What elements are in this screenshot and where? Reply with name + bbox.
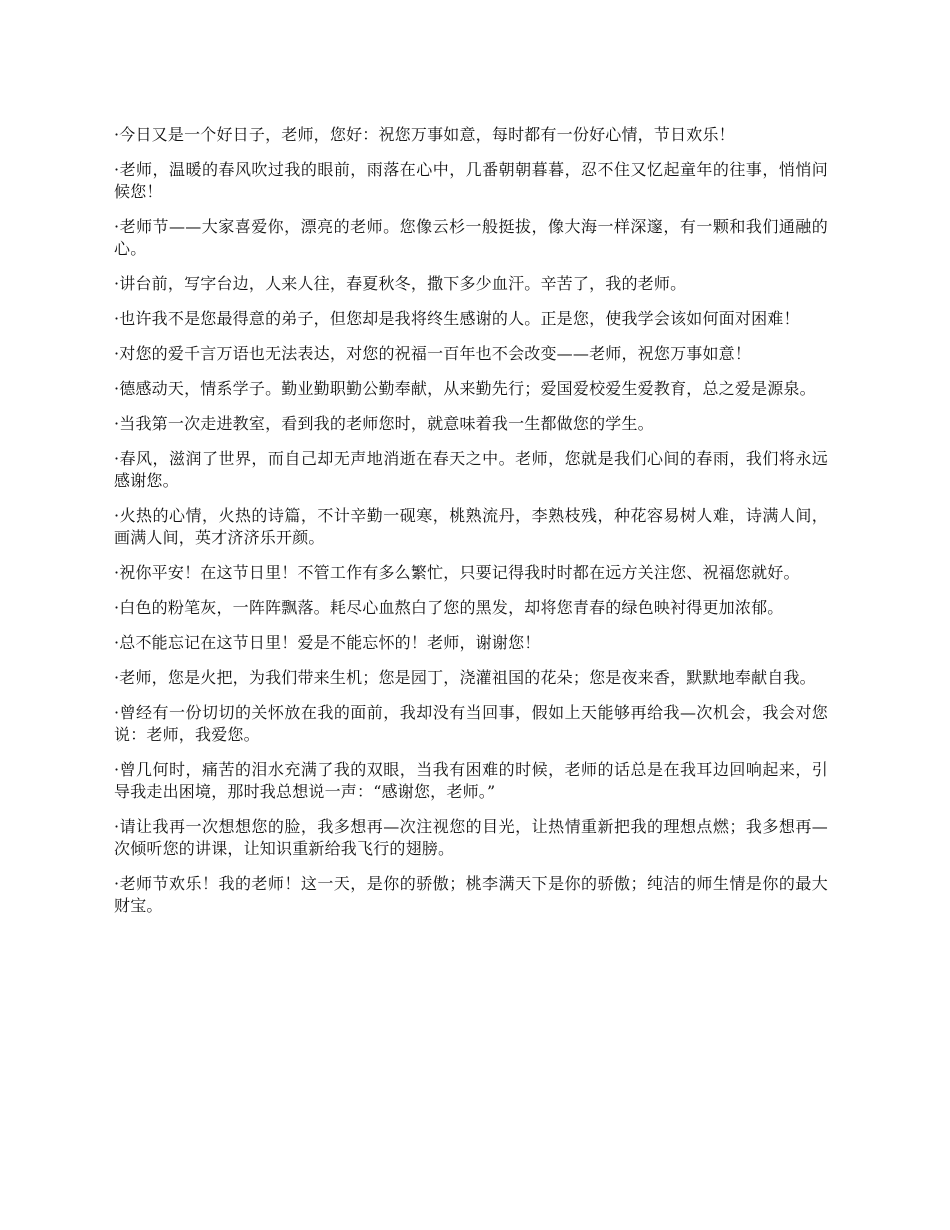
document-page <box>114 124 828 930</box>
paragraph-5: ·也许我不是您最得意的弟子，但您却是我将终生感谢的人。正是您，使我学会该如何面对困难！ <box>114 309 800 328</box>
paragraph-1: ·今日又是一个好日子，老师，您好：祝您万事如意，每时都有一份好心情，节日欢乐！ <box>114 125 735 144</box>
paragraph-7: ·德感动天，情系学子。勤业勤职勤公勤奉献，从来勤先行；爱国爱校爱生爱教育，总之爱是源泉。 <box>114 379 816 398</box>
paragraph-2: ·老师，温暖的春风吹过我的眼前，雨落在心中，几番朝朝暮暮，忍不住又忆起童年的往事，悄悄问候您！ <box>114 160 828 201</box>
paragraph-18: ·老师节欢乐！我的老师！这一天，是你的骄傲；桃李满天下是你的骄傲；纯洁的师生情是你的最大财宝。 <box>114 874 828 915</box>
paragraph-14: ·老师，您是火把，为我们带来生机；您是园丁，浇灌祖国的花朵；您是夜来香，默默地奉献自我。 <box>114 668 816 687</box>
paragraph-8: ·当我第一次走进教室，看到我的老师您时，就意味着我一生都做您的学生。 <box>114 414 654 433</box>
paragraph-10: ·火热的心情，火热的诗篇，不计辛勤一砚寒，桃熟流丹，李熟枝残，种花容易树人难，诗满人间，画满人间，英才济济乐开颜。 <box>114 506 828 547</box>
paragraph-6: ·对您的爱千言万语也无法表达，对您的祝福一百年也不会改变——老师，祝您万事如意！ <box>114 344 752 363</box>
paragraph-3: ·老师节——大家喜爱你，漂亮的老师。您像云杉一般挺拔，像大海一样深邃，有一颗和我们通融的心。 <box>114 217 828 258</box>
paragraph-4: ·讲台前，写字台边，人来人往，春夏秋冬，撒下多少血汗。辛苦了，我的老师。 <box>114 274 687 293</box>
paragraph-11: ·祝你平安！在这节日里！不管工作有多么繁忙，只要记得我时时都在远方关注您、祝福您就好。 <box>114 563 800 582</box>
paragraph-15: ·曾经有一份切切的关怀放在我的面前，我却没有当回事，假如上天能够再给我—次机会，我会对您说：老师，我爱您。 <box>114 703 828 744</box>
paragraph-9: ·春风，滋润了世界，而自己却无声地消逝在春天之中。老师，您就是我们心间的春雨，我们将永远感谢您。 <box>114 449 828 490</box>
paragraph-16: ·曾几何时，痛苦的泪水充满了我的双眼，当我有困难的时候，老师的话总是在我耳边回响起来，引导我走出困境，那时我总想说一声：“感谢您，老师。” <box>114 760 828 801</box>
paragraph-13: ·总不能忘记在这节日里！爱是不能忘怀的！老师，谢谢您！ <box>114 633 541 652</box>
paragraph-12: ·白色的粉笔灰，一阵阵飘落。耗尽心血熬白了您的黑发，却将您青春的绿色映衬得更加浓郁。 <box>114 598 784 617</box>
paragraph-17: ·请让我再一次想想您的脸，我多想再—次注视您的目光，让热情重新把我的理想点燃；我多想再—次倾听您的讲课，让知识重新给我飞行的翅膀。 <box>114 817 828 858</box>
